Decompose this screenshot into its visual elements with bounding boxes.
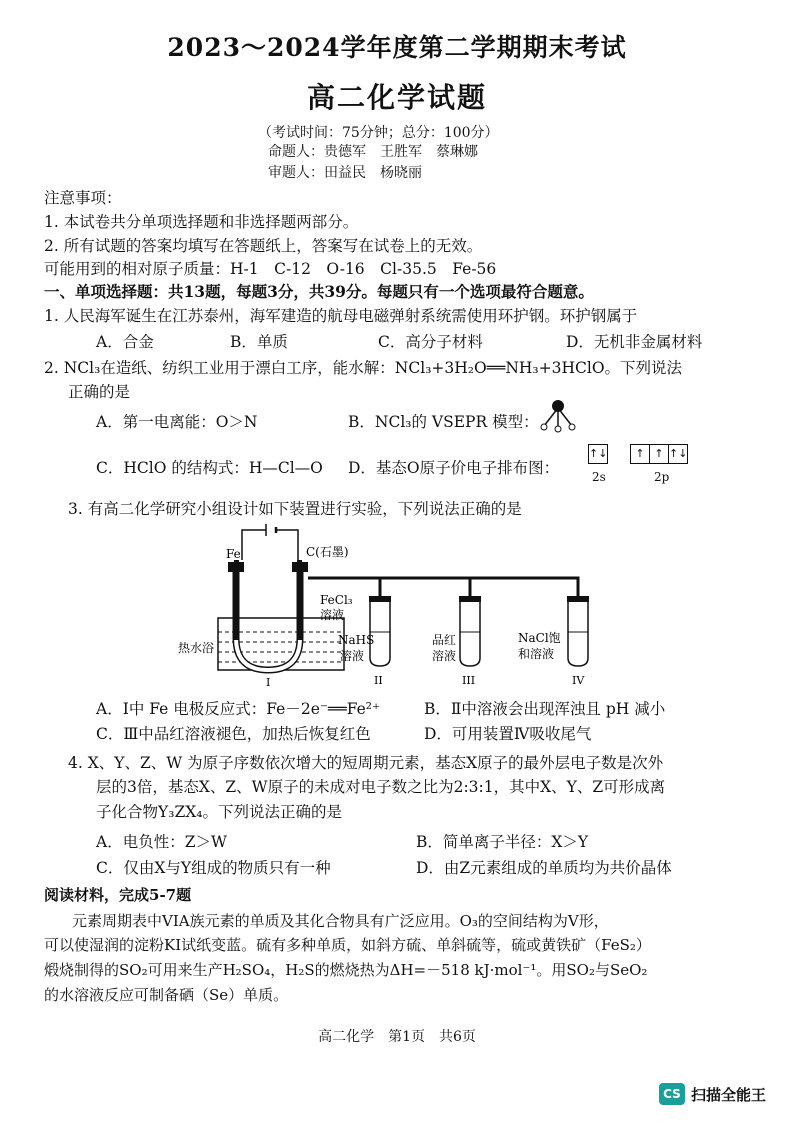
- q2-option-d: D．基态O原子价电子排布图：: [348, 459, 560, 477]
- scanner-badge: [659, 1083, 766, 1105]
- authors: 命题人：贵德军 王胜军 蔡琳娜: [268, 144, 478, 160]
- q1-option-a: A．合金: [96, 333, 154, 351]
- q1-option-d: D．无机非金属材料: [566, 333, 703, 351]
- orbital-box: ↑↓: [669, 444, 688, 464]
- camscanner-logo-icon: CS: [659, 1083, 685, 1105]
- orbital-box: ↑↓: [588, 444, 608, 464]
- q4-option-d: D．由Z元素组成的单质均为共价晶体: [416, 859, 672, 877]
- note-item: 1. 本试卷共分单项选择题和非选择题两部分。: [44, 213, 359, 231]
- reading-line: 的水溶液反应可制备硒（Se）单质。: [44, 986, 289, 1004]
- q1-stem: 1. 人民海军诞生在江苏泰州，海军建造的航母电磁弹射系统需使用环护钢。环护钢属于: [44, 307, 638, 325]
- orbital-2s-label: 2s: [592, 470, 606, 484]
- section-heading: 一、单项选择题：共13题，每题3分，共39分。每题只有一个选项最符合题意。: [44, 282, 594, 301]
- q4-option-c: C．仅由X与Y组成的物质只有一种: [96, 859, 331, 877]
- q1-option-c: C．高分子材料: [378, 333, 483, 351]
- label-graphite: C(石墨): [306, 545, 349, 559]
- label-device-4: IV: [572, 674, 585, 687]
- label-device-1: I: [266, 676, 271, 689]
- reading-line: 元素周期表中VIA族元素的单质及其化合物具有广泛应用。O₃的空间结构为V形，: [72, 912, 609, 930]
- exam-subject-title: 高二化学试题: [306, 81, 487, 114]
- label-pinhong-solution: 溶液: [432, 649, 457, 663]
- reviewers: 审题人：田益民 杨晓丽: [268, 165, 422, 181]
- label-fecl3-solution: 溶液: [320, 608, 345, 622]
- vsepr-model-icon: [534, 398, 584, 434]
- orbital-2p: [630, 444, 688, 464]
- q3-option-a: A．Ⅰ中 Fe 电极反应式：Fe－2e⁻══Fe²⁺: [96, 700, 381, 718]
- label-nacl-solution: 和溶液: [518, 647, 555, 661]
- reading-line: 可以使湿润的淀粉KI试纸变蓝。硫有多种单质，如斜方硫、单斜硫等，硫或黄铁矿（FeS₂）: [44, 936, 651, 954]
- label-device-2: II: [374, 674, 383, 687]
- label-device-3: III: [462, 674, 476, 687]
- q2-option-c: C．HClO 的结构式：H—Cl—O: [96, 459, 323, 477]
- label-fecl3: FeCl₃: [320, 593, 353, 607]
- q4-option-b: B．简单离子半径：X＞Y: [416, 833, 589, 851]
- note-item: 2. 所有试题的答案均填写在答题纸上，答案写在试卷上的无效。: [44, 237, 483, 255]
- orbital-2s: [588, 444, 608, 464]
- atomic-masses: 可能用到的相对原子质量：H-1 C-12 O-16 Cl-35.5 Fe-56: [44, 260, 497, 278]
- q2-stem: 2. NCl₃在造纸、纺织工业用于漂白工序，能水解：NCl₃+3H₂O══NH₃+3HClO。下列说法: [44, 359, 683, 377]
- label-fe: Fe: [226, 547, 241, 561]
- q2-option-a: A．第一电离能：O＞N: [96, 413, 258, 431]
- scanner-app-name: 扫描全能王: [691, 1085, 767, 1104]
- label-nahs-solution: 溶液: [340, 649, 365, 663]
- exam-info: （考试时间：75分钟；总分：100分）: [258, 125, 499, 141]
- notes-heading: 注意事项：: [44, 189, 122, 207]
- apparatus-diagram: [170, 520, 610, 690]
- q4-stem: 4. X、Y、Z、W 为原子序数依次增大的短周期元素，基态X原子的最外层电子数是次外: [68, 754, 664, 772]
- q3-stem: 3. 有高二化学研究小组设计如下装置进行实验，下列说法正确的是: [68, 500, 522, 518]
- reading-heading: 阅读材料，完成5-7题: [44, 886, 192, 904]
- exam-title: 2023～2024学年度第二学期期末考试: [167, 33, 627, 62]
- q2-option-b: B．NCl₃的 VSEPR 模型：: [348, 413, 539, 431]
- q3-option-c: C．Ⅲ中品红溶液褪色，加热后恢复红色: [96, 725, 371, 743]
- label-hot-bath: 热水浴: [178, 641, 215, 655]
- reading-line: 煅烧制得的SO₂可用来生产H₂SO₄，H₂S的燃烧热为ΔH=－518 kJ·mol⁻¹。用SO₂与SeO₂: [44, 961, 648, 979]
- q4-stem-cont: 层的3倍，基态X、Z、W原子的未成对电子数之比为2:3:1，其中X、Y、Z可形成离: [96, 778, 666, 796]
- q1-option-b: B．单质: [230, 333, 288, 351]
- q4-option-a: A．电负性：Z＞W: [96, 833, 227, 851]
- label-pinhong: 品红: [432, 633, 457, 647]
- label-nacl: NaCl饱: [518, 631, 561, 645]
- orbital-2p-label: 2p: [654, 470, 670, 484]
- q3-option-b: B．Ⅱ中溶液会出现浑浊且 pH 减小: [424, 700, 666, 718]
- q4-stem-cont: 子化合物Y₃ZX₄。下列说法正确的是: [96, 803, 342, 821]
- label-nahs: NaHS: [338, 633, 375, 647]
- orbital-box: ↑: [630, 444, 650, 464]
- q2-stem-cont: 正确的是: [68, 383, 131, 401]
- page-footer: 高二化学 第1页 共6页: [318, 1029, 476, 1045]
- q3-option-d: D．可用装置Ⅳ吸收尾气: [424, 725, 592, 743]
- orbital-box: ↑: [650, 444, 669, 464]
